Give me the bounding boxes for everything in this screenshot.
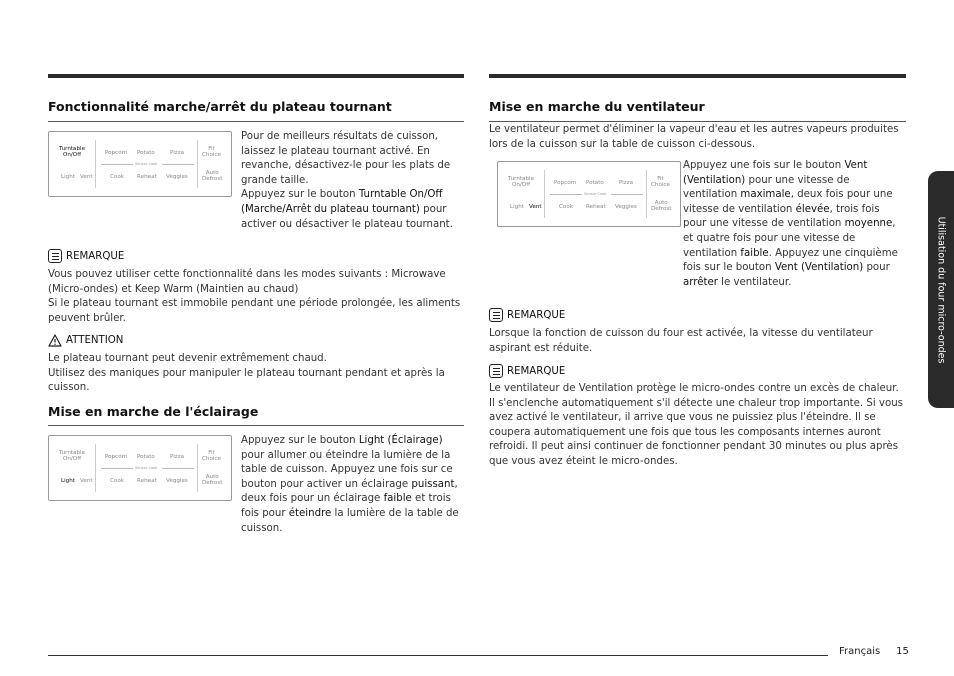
panel-auto-label: Auto Defrost [202, 474, 223, 487]
footer-language: Français [839, 646, 881, 657]
panel-light-label: Light [61, 478, 75, 484]
section-rule [48, 425, 464, 426]
panel-auto-label: Auto Defrost [651, 200, 672, 213]
light-text: Appuyez sur le bouton Light (Éclairage) pour allumer ou éteindre la lumière de la table de cuisson. Appuyez une fois sur ce bouton pour activer un éclairage puissant, deux fois pour un éclairage faible et trois fois pour éteindre la lumière de la table de cuisson. [241, 435, 459, 534]
panel-pizza-label: Pizza [170, 150, 185, 156]
fan-text: Appuyez une fois sur le bouton Vent (Ventilation) pour une vitesse de ventilation maximale, deux fois pour une vitesse de ventilation élevée, trois fois pour une vitesse de ventilation moyenne, et quatre fois pour une vitesse de ventilation faible. Appuyez une cinquième fois sur le bouton Vent (Ventilation) pour arrêter le ventilateur. [683, 160, 898, 288]
warning-icon [48, 334, 62, 347]
caution-text [48, 352, 464, 396]
top-rule-left [48, 74, 464, 78]
sensor-line [162, 468, 194, 469]
panel-pizza-label: Pizza [170, 454, 185, 460]
note-heading [489, 364, 565, 378]
note-icon [489, 364, 503, 378]
panel-sensor-label: Sensor Cook [584, 192, 607, 196]
panel-pizza-label: Pizza [619, 180, 634, 186]
note-p1: Vous pouvez utiliser cette fonctionnalité dans les modes suivants : Microwave (Micro-ondes) et Keep Warm (Maintien au chaud) [48, 269, 446, 295]
section-rule [489, 121, 906, 122]
section-title-turntable: Fonctionnalité marche/arrêt du plateau tournant [48, 99, 392, 114]
panel-popcorn-label: Popcorn [105, 454, 128, 460]
caution-label: ATTENTION [66, 335, 124, 346]
panel-cook-label: Cook [110, 478, 124, 484]
panel-fit-label: Fit Choice [202, 146, 221, 159]
chapter-side-tab [928, 171, 954, 408]
sensor-line [162, 164, 194, 165]
panel-divider [544, 170, 545, 218]
panel-vent-label: Vent [80, 174, 93, 180]
panel-popcorn-label: Popcorn [554, 180, 577, 186]
note1-text: Lorsque la fonction de cuisson du four est activée, la vitesse du ventilateur aspirant est réduite. [489, 328, 873, 354]
panel-veggies-label: Veggies [166, 174, 188, 180]
note-icon [48, 249, 62, 263]
note2-text: Le ventilateur de Ventilation protège le micro-ondes contre un excès de chaleur. Il s'enclenche automatiquement s'il détecte une chaleur trop importante. Si vous avez activé le ventilateur, il arrive que vous ne puissiez plus l'éteindre. Il se coupera automatiquement une fois que tous les composants internes auront refroidi. Il peut ainsi continuer de fonctionner pendant 30 minutes ou plus après que vous avez éteint le micro-ondes. [489, 383, 903, 467]
panel-fit-label: Fit Choice [202, 450, 221, 463]
section-rule [48, 121, 464, 122]
panel-sensor-label: Sensor Cook [135, 162, 158, 166]
section-title-fan: Mise en marche du ventilateur [489, 99, 705, 114]
panel-light-label: Light [510, 204, 524, 210]
control-panel-turntable [48, 131, 232, 197]
page-number: 15 [896, 646, 909, 657]
panel-light-label: Light [61, 174, 75, 180]
sensor-line [101, 468, 133, 469]
panel-sensor-label: Sensor Cook [135, 466, 158, 470]
top-rule-right [489, 74, 906, 78]
panel-auto-label: Auto Defrost [202, 170, 223, 183]
panel-vent-label: Vent [80, 478, 93, 484]
panel-fit-label: Fit Choice [651, 176, 670, 189]
turntable-p2: Appuyez sur le bouton Turntable On/Off (Marche/Arrêt du plateau tournant) pour activer ou désactiver le plateau tournant. [241, 189, 453, 230]
note-label: REMARQUE [507, 309, 566, 321]
note-heading [48, 249, 124, 263]
panel-divider [95, 140, 96, 188]
note-label: REMARQUE [66, 250, 125, 262]
panel-cook-label: Cook [559, 204, 573, 210]
note-heading [489, 308, 565, 322]
sensor-line [611, 194, 643, 195]
panel-potato-label: Potato [137, 454, 155, 460]
note-icon [489, 308, 503, 322]
note-label: REMARQUE [507, 365, 566, 377]
fan-intro: Le ventilateur permet d'éliminer la vapeur d'eau et les autres vapeurs produites lors de la cuisson sur la table de cuisson ci-dessous. [489, 124, 899, 150]
caution-heading [48, 334, 123, 347]
turntable-text [241, 130, 463, 232]
panel-turntable-label: Turntable On/Off [59, 146, 86, 159]
panel-vent-label: Vent [529, 204, 542, 210]
note-p2: Si le plateau tournant est immobile pendant une période prolongée, les aliments peuvent brûler. [48, 298, 461, 324]
sensor-line [550, 194, 582, 195]
control-panel-vent [497, 161, 681, 227]
caution-p1: Le plateau tournant peut devenir extrêmement chaud. [48, 353, 327, 364]
panel-divider [197, 444, 198, 492]
panel-veggies-label: Veggies [166, 478, 188, 484]
panel-divider [646, 170, 647, 218]
footer [839, 646, 909, 657]
panel-turntable-label: Turntable On/Off [59, 450, 86, 463]
panel-divider [95, 444, 96, 492]
section-title-light: Mise en marche de l'éclairage [48, 404, 259, 419]
note-text [48, 268, 464, 326]
panel-potato-label: Potato [137, 150, 155, 156]
panel-cook-label: Cook [110, 174, 124, 180]
sensor-line [101, 164, 133, 165]
panel-potato-label: Potato [586, 180, 604, 186]
panel-turntable-label: Turntable On/Off [508, 176, 535, 189]
panel-reheat-label: Reheat [137, 174, 157, 180]
panel-veggies-label: Veggies [615, 204, 637, 210]
side-tab-label: Utilisation du four micro-ondes [935, 216, 947, 363]
panel-reheat-label: Reheat [586, 204, 606, 210]
panel-reheat-label: Reheat [137, 478, 157, 484]
caution-p2: Utilisez des maniques pour manipuler le plateau tournant pendant et après la cuisson. [48, 367, 445, 394]
panel-popcorn-label: Popcorn [105, 150, 128, 156]
footer-rule [48, 655, 828, 656]
control-panel-light [48, 435, 232, 501]
turntable-p1: Pour de meilleurs résultats de cuisson, laissez le plateau tournant activé. En revanche, désactivez-le pour les plats de grande taille. [241, 131, 451, 186]
panel-divider [197, 140, 198, 188]
